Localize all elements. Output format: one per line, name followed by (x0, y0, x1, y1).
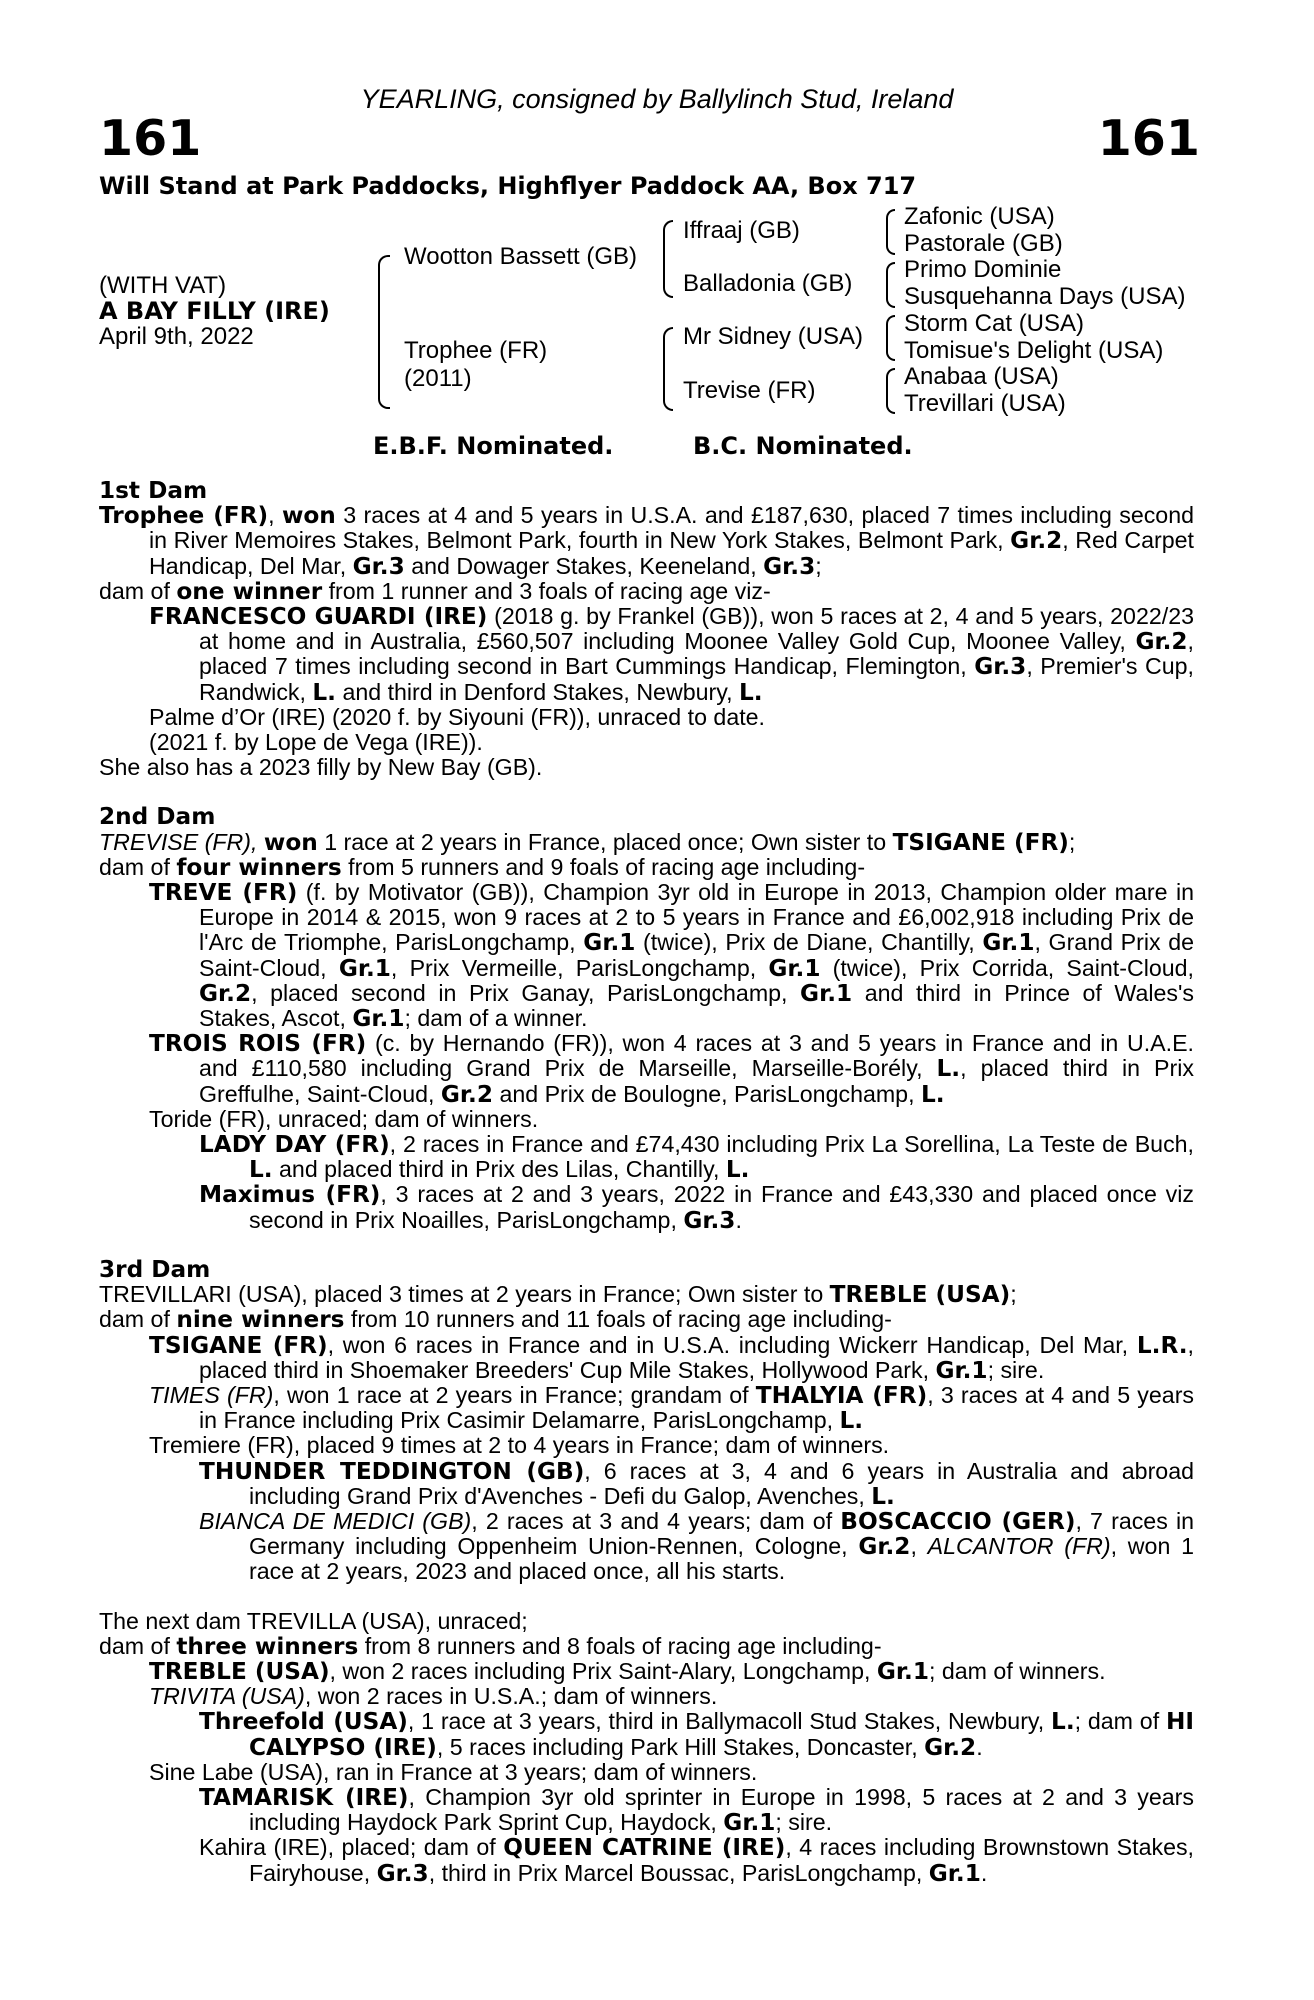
first-dam-section (99, 478, 1194, 780)
pedigree-dam-year: (2011) (404, 365, 472, 392)
produce-entry: Threefold (USA), 1 race at 3 years, third in Ballymacoll Stud Stakes, Newbury, L.; dam of HI CALYPSO (IRE), 5 races including Park Hill Stakes, Doncaster, Gr.2. (199, 1708, 1194, 1761)
pedigree-dds: Anabaa (USA) (904, 363, 1059, 390)
produce-entry: TIMES (FR), won 1 race at 2 years in France; grandam of THALYIA (FR), 3 races at 4 and 5 years in France including Prix Casimir Delamarre, ParisLongchamp, L. (149, 1381, 1195, 1435)
produce-entry: TRIVITA (USA), won 2 races in U.S.A.; dam of winners. (149, 1683, 718, 1710)
pedigree-dd: Trevise (FR) (683, 377, 816, 404)
pedigree-sd: Balladonia (GB) (683, 270, 853, 297)
pedigree-ssd: Pastorale (GB) (904, 230, 1063, 257)
second-dam-section (99, 804, 1194, 1232)
third-dam-produce-summary: dam of nine winners from 10 runners and 11 foals of racing age including- (99, 1306, 892, 1334)
pedigree-dsd: Tomisue's Delight (USA) (904, 337, 1164, 364)
produce-entry: TREBLE (USA), won 2 races including Prix Saint-Alary, Longchamp, Gr.1; dam of winners. (149, 1657, 1106, 1685)
produce-entry: Toride (FR), unraced; dam of winners. (149, 1105, 539, 1132)
produce-entry: Kahira (IRE), placed; dam of QUEEN CATRINE (IRE), 4 races including Brownstown Stakes, Fairyhouse, Gr.3, third in Prix Marcel Boussac, ParisLongchamp, Gr.1. (199, 1834, 1194, 1887)
pedigree-dam: Trophee (FR) (404, 337, 548, 364)
produce-entry: Tremiere (FR), placed 9 times at 2 to 4 years in France; dam of winners. (149, 1432, 890, 1459)
produce-entry: BIANCA DE MEDICI (GB), 2 races at 3 and 4 years; dam of BOSCACCIO (GER), 7 races in Germany including Oppenheim Union-Rennen, Cologne, Gr.2, ALCANTOR (FR), won 1 race at 2 years, 2023 and placed once, all his starts. (199, 1507, 1194, 1585)
pedigree-dss: Storm Cat (USA) (904, 310, 1085, 337)
pedigree-body (99, 478, 1194, 1886)
produce-entry: FRANCESCO GUARDI (IRE) (2018 g. by Frankel (GB)), won 5 races at 2, 4 and 5 years, 2022/23 at home and in Australia, £560,507 including Moonee Valley Gold Cup, Moonee Valley, Gr.2, placed 7 times including second in Bart Cummings Handicap, Flemington, Gr.3, Premier's Cup, Randwick, L. and third in Denford Stakes, Newbury, L. (149, 603, 1194, 706)
second-dam-line: TREVISE (FR), won 1 race at 2 years in France, placed once; Own sister to TSIGANE (FR); (99, 828, 1076, 856)
brace-ss (886, 209, 895, 255)
first-dam-produce-summary: dam of one winner from 1 runner and 3 foals of racing age viz- (99, 577, 771, 605)
next-dam-line: The next dam TREVILLA (USA), unraced; (99, 1607, 528, 1634)
bc-nomination: B.C. Nominated. (693, 432, 913, 460)
produce-note: She also has a 2023 filly by New Bay (GB). (99, 754, 543, 781)
brace-dam (663, 327, 673, 411)
foaling-date: April 9th, 2022 (99, 323, 254, 350)
pedigree-sds: Primo Dominie (904, 256, 1062, 283)
pedigree-sss: Zafonic (USA) (904, 203, 1055, 230)
consignment-header: YEARLING, consigned by Ballylinch Stud, Ireland (360, 84, 954, 114)
produce-entry: TROIS ROIS (FR) (c. by Hernando (FR)), won 4 races at 3 and 5 years in France and in U.A.E. and £110,580 including Grand Prix de Marseille, Marseille-Borély, L., placed third in Prix Greffulhe, Saint-Cloud, Gr.2 and Prix de Boulogne, ParisLongchamp, L. (149, 1030, 1194, 1108)
pedigree-ddd: Trevillari (USA) (904, 390, 1066, 417)
produce-entry: TAMARISK (IRE), Champion 3yr old sprinter in Europe in 1998, 5 races at 2 and 3 years including Haydock Park Sprint Cup, Haydock, Gr.1; sire. (199, 1783, 1194, 1837)
dam-name: Trophee (FR) (99, 502, 269, 530)
first-dam-heading: 1st Dam (99, 477, 208, 504)
produce-entry: Palme d’Or (IRE) (2020 f. by Siyouni (FR)), unraced to date. (149, 703, 765, 730)
produce-entry: THUNDER TEDDINGTON (GB), 6 races at 3, 4 and 6 years in Australia and abroad including Grand Prix d'Avenches - Defi du Galop, Avenches, L. (199, 1457, 1194, 1510)
ebf-nomination: E.B.F. Nominated. (373, 432, 614, 460)
brace-sire (663, 220, 673, 298)
second-dam-heading: 2nd Dam (99, 803, 216, 831)
brace-main (378, 255, 390, 409)
produce-entry: TREVE (FR) (f. by Motivator (GB)), Champion 3yr old in Europe in 2013, Champion older mare in Europe in 2014 & 2015, won 9 races at 2 to 5 years in France and £6,002,918 including Prix de l'Arc de Triomphe, ParisLongchamp, Gr.1 (twice), Prix de Diane, Chantilly, Gr.1, Grand Prix de Saint-Cloud, Gr.1, Prix Vermeille, ParisLongchamp, Gr.1 (twice), Prix Corrida, Saint-Cloud, Gr.2, placed second in Prix Ganay, ParisLongchamp, Gr.1 and third in Prince of Wales's Stakes, Ascot, Gr.1; dam of a winner. (149, 879, 1195, 1033)
brace-sd (886, 262, 895, 308)
next-dam-produce-summary: dam of three winners from 8 runners and 8 foals of racing age including- (99, 1632, 882, 1660)
produce-entry: Maximus (FR), 3 races at 2 and 3 years, 2022 in France and £43,330 and placed once viz second in Prix Noailles, ParisLongchamp, Gr.3. (199, 1181, 1194, 1234)
produce-entry: LADY DAY (FR), 2 races in France and £74,430 including Prix La Sorellina, La Teste de Buch, L. and placed third in Prix des Lilas, Chantilly, L. (199, 1131, 1194, 1184)
lot-number-right: 161 (1097, 110, 1200, 167)
vat-label: (WITH VAT) (99, 272, 227, 299)
lot-number-left: 161 (99, 110, 202, 167)
stand-location: Will Stand at Park Paddocks, Highflyer Paddock AA, Box 717 (99, 172, 917, 200)
horse-name: A BAY FILLY (IRE) (99, 297, 330, 325)
pedigree-sire: Wootton Bassett (GB) (404, 243, 637, 270)
third-dam-section (99, 1257, 1194, 1585)
pedigree-sdd: Susquehanna Days (USA) (904, 283, 1186, 310)
first-dam-line: Trophee (FR), won 3 races at 4 and 5 years in U.S.A. and £187,630, placed 7 times including second in River Memoires Stakes, Belmont Park, fourth in New York Stakes, Belmont Park, Gr.2, Red Carpet Handicap, Del Mar, Gr.3 and Dowager Stakes, Keeneland, Gr.3; (99, 502, 1194, 580)
produce-entry: Sine Labe (USA), ran in France at 3 years; dam of winners. (149, 1758, 758, 1785)
brace-ds (886, 315, 895, 361)
next-dam-section (99, 1609, 1194, 1886)
produce-entry: TSIGANE (FR), won 6 races in France and in U.S.A. including Wickerr Handicap, Del Mar, L.R., placed third in Shoemaker Breeders' Cup Mile Stakes, Hollywood Park, Gr.1; sire. (149, 1331, 1194, 1384)
pedigree-ss: Iffraaj (GB) (683, 217, 800, 244)
third-dam-heading: 3rd Dam (99, 1255, 211, 1283)
produce-entry: (2021 f. by Lope de Vega (IRE)). (149, 729, 483, 756)
third-dam-line: TREVILLARI (USA), placed 3 times at 2 years in France; Own sister to TREBLE (USA); (99, 1281, 1017, 1309)
pedigree-ds: Mr Sidney (USA) (683, 323, 864, 350)
second-dam-produce-summary: dam of four winners from 5 runners and 9 foals of racing age including- (99, 853, 866, 881)
brace-dd (886, 368, 895, 414)
